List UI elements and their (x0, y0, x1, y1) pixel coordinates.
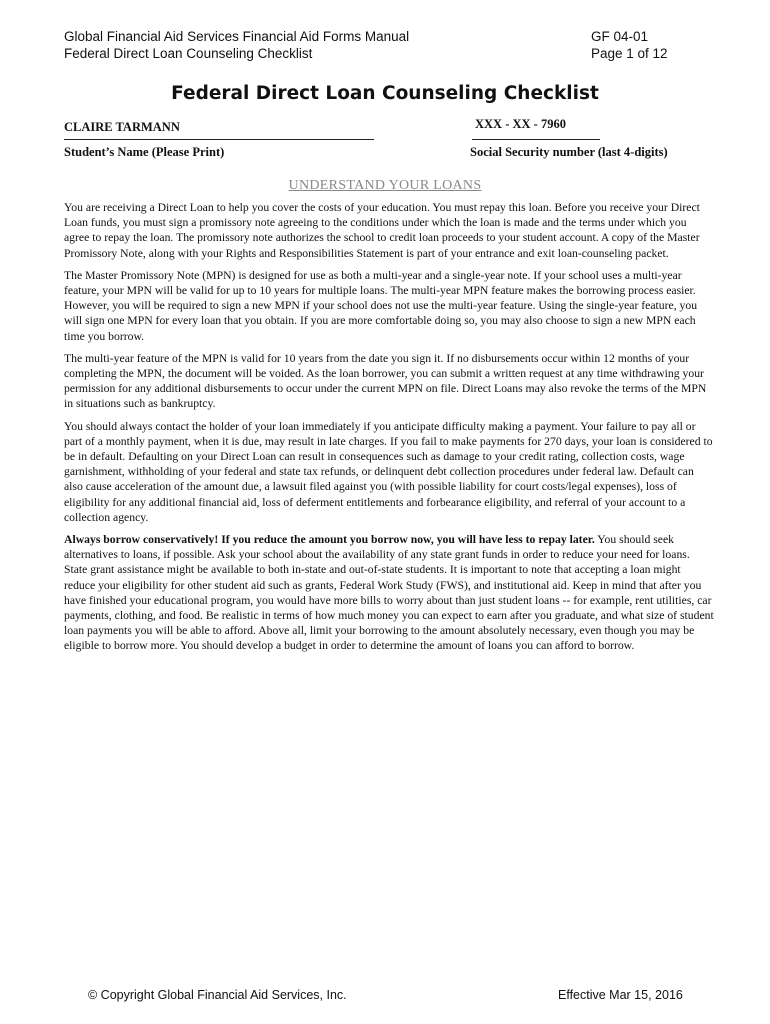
student-name-label: Student’s Name (Please Print) (64, 145, 225, 159)
section-heading: UNDERSTAND YOUR LOANS (288, 178, 482, 193)
manual-title: Global Financial Aid Services Financial Aid Forms Manual (64, 29, 410, 44)
student-name-underline (64, 139, 374, 140)
paragraph-mpn-design: The Master Promissory Note (MPN) is designed for use as both a multi-year and a single-year note. If your school uses a multi-year feature, your MPN will be valid for up to 10 years for multiple loans. The multi-year MPN feature makes the borrowing process easier. However, you will be required to sign a new MPN if your school does not use the multi-year feature. Using the single-year feature, you will sign one MPN for every loan that you obtain. If you are more comfortable doing so, you may also choose to sign a new MPN each time you borrow. (64, 268, 698, 343)
paragraph-mpn-validity: The multi-year feature of the MPN is valid for 10 years from the date you sign it. If no disbursements occur within 12 months of your completing the MPN, the document will be voided. As the loan borrower, you can submit a written request at any time withdrawing your permission for any additional disbursements to occur under the current MPN on file. Direct Loans may also revoke the terms of the MPN in situations such as bankruptcy. (64, 351, 707, 411)
footer-effective-date: Effective Mar 15, 2016 (558, 988, 683, 1002)
document-title: Federal Direct Loan Counseling Checklist (171, 83, 599, 104)
paragraph-default: You should always contact the holder of your loan immediately if you anticipate difficulty making a payment. Your failure to pay all or part of a monthly payment, when it is due, may result in late charges. If you fail to make payments for 270 days, your loan is considered to be in default. Defaulting on your Direct Loan can result in consequences such as damage to your credit rating, collection costs, wage garnishment, withholding of your federal and state tax refunds, or delinquent debt collection procedures under federal law. Default can also cause acceleration of the amount due, a lawsuit filed against you (with possible liability for court costs/legal expenses), loss of eligibility for any additional financial aid, loss of deferment entitlements and forbearance eligibility, and referral of your account to a collection agency. (64, 419, 713, 524)
body-text (64, 200, 714, 661)
footer-copyright: © Copyright Global Financial Aid Services, Inc. (88, 988, 347, 1002)
ssn-value[interactable]: XXX - XX - 7960 (475, 117, 566, 131)
student-name-value[interactable]: CLAIRE TARMANN (64, 120, 180, 134)
borrow-advice-text: You should seek alternatives to loans, if possible. Ask your school about the availability of any state grant funds in order to reduce your need for loans. State grant assistance might be available to both in-state and out-of-state students. It is important to note that accepting a loan might reduce your eligibility for other student aid such as grants, Federal Work Study (FWS), and institutional aid. Keep in mind that after you have finished your educational program, you would have more bills to worry about than just student loans -- for example, rent utilities, car payments, clothing, and food. Be realistic in terms of how much money you can expect to earn after you graduate, and what size of student loan payments you will be able to afford. Above all, limit your borrowing to the amount absolutely necessary, even though you may be eligible to borrow more. You should develop a budget in order to determine the amount of loans you can afford to borrow. (64, 533, 714, 653)
paragraph-loan-overview: You are receiving a Direct Loan to help you cover the costs of your education. You must repay this loan. Before you receive your Direct Loan funds, you must sign a promissory note agreeing to the conditions under which the loan is made and the terms under which you agree to repay the loan. The promissory note authorizes the school to credit loan proceeds to your student account. A copy of the Master Promissory Note, along with your Rights and Responsibilities Statement is part of your entrance and exit loan-counseling packet. (64, 201, 700, 260)
page-header-left (64, 28, 409, 62)
page-header-right (591, 28, 668, 62)
paragraph-borrow-conservatively (64, 532, 714, 654)
ssn-underline (472, 139, 600, 140)
ssn-label: Social Security number (last 4-digits) (470, 145, 668, 159)
form-code: GF 04-01 (591, 29, 649, 44)
page-number: Page 1 of 12 (591, 46, 668, 61)
form-title-header: Federal Direct Loan Counseling Checklist (64, 46, 313, 61)
borrow-warning-bold: Always borrow conservatively! If you reduce the amount you borrow now, you will have less to repay later. (64, 533, 595, 547)
